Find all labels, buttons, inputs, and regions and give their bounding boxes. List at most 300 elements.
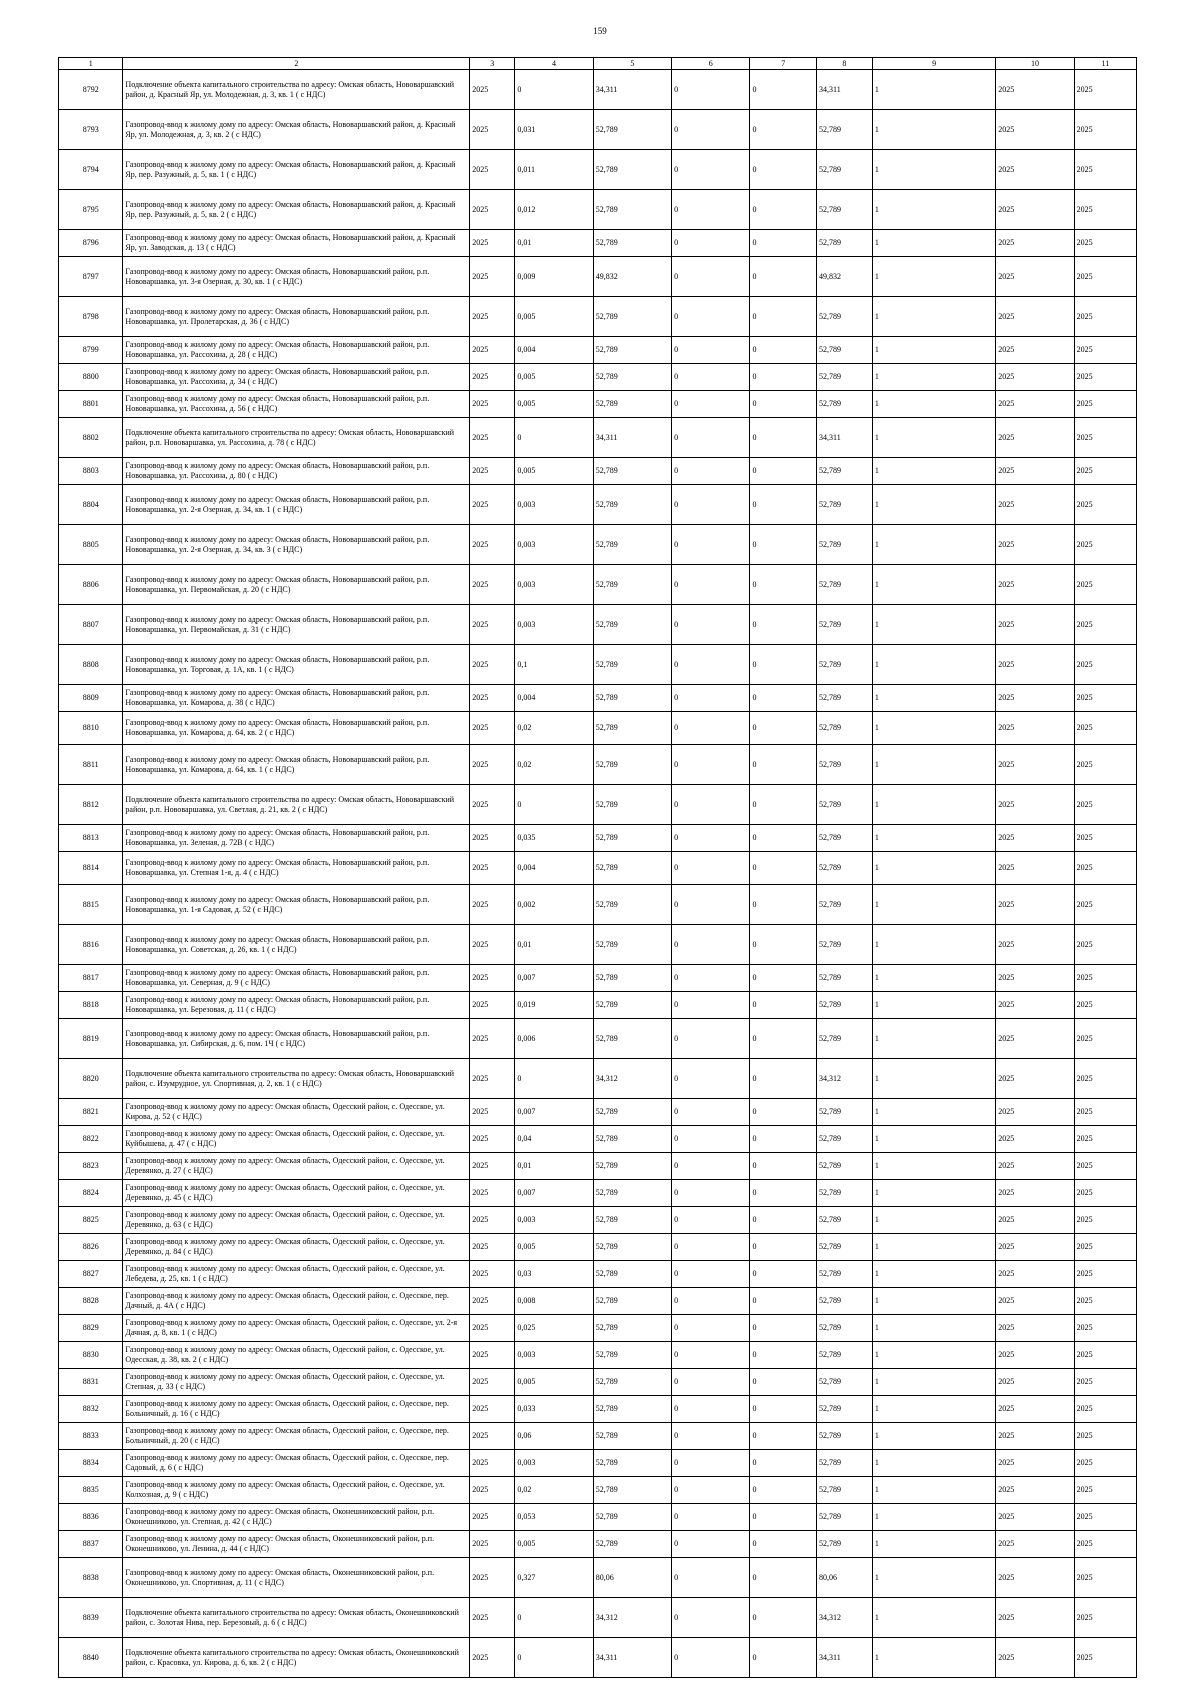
row-number-cell: 8798 <box>59 297 123 337</box>
col6-cell: 0 <box>672 1598 750 1638</box>
year-cell: 2025 <box>470 1477 515 1504</box>
quantity-cell: 1 <box>872 825 995 852</box>
quantity-cell: 1 <box>872 150 995 190</box>
total-cell: 52,789 <box>817 1207 873 1234</box>
end-year-cell: 2025 <box>1074 190 1136 230</box>
length-cell: 0,009 <box>515 257 593 297</box>
total-cell: 52,789 <box>817 885 873 925</box>
quantity-cell: 1 <box>872 745 995 785</box>
cost-cell: 52,789 <box>593 685 671 712</box>
length-cell: 0,004 <box>515 337 593 364</box>
year-cell: 2025 <box>470 485 515 525</box>
col6-cell: 0 <box>672 70 750 110</box>
row-number-cell: 8825 <box>59 1207 123 1234</box>
table-row <box>59 1504 1137 1531</box>
start-year-cell: 2025 <box>996 1638 1074 1678</box>
quantity-cell: 1 <box>872 992 995 1019</box>
year-cell: 2025 <box>470 1423 515 1450</box>
cost-cell: 49,832 <box>593 257 671 297</box>
total-cell: 52,789 <box>817 685 873 712</box>
description-cell: Газопровод-ввод к жилому дому по адресу: Омская область, Одесский район, с. Одесское, ул. Деревянко, д. 27 ( с НДС) <box>123 1153 470 1180</box>
table-row <box>59 257 1137 297</box>
col6-cell: 0 <box>672 1207 750 1234</box>
end-year-cell: 2025 <box>1074 965 1136 992</box>
end-year-cell: 2025 <box>1074 230 1136 257</box>
cost-cell: 34,311 <box>593 1638 671 1678</box>
description-cell: Газопровод-ввод к жилому дому по адресу: Омская область, Одесский район, с. Одесское, ул. 2-я Дачная, д. 8, кв. 1 ( с НДС) <box>123 1315 470 1342</box>
end-year-cell: 2025 <box>1074 1261 1136 1288</box>
col7-cell: 0 <box>750 1234 817 1261</box>
end-year-cell: 2025 <box>1074 1180 1136 1207</box>
table-row <box>59 1638 1137 1678</box>
description-cell: Газопровод-ввод к жилому дому по адресу: Омская область, Нововаршавский район, д. Красный Яр, пер. Разужный, д. 5, кв. 1 ( с НДС) <box>123 150 470 190</box>
total-cell: 52,789 <box>817 1261 873 1288</box>
cost-cell: 52,789 <box>593 1234 671 1261</box>
table-row <box>59 70 1137 110</box>
table-body <box>59 70 1137 1678</box>
quantity-cell: 1 <box>872 885 995 925</box>
start-year-cell: 2025 <box>996 297 1074 337</box>
description-cell: Газопровод-ввод к жилому дому по адресу: Омская область, Нововаршавский район, р.п. Нововаршавка, ул. Первомайская, д. 20 ( с НДС) <box>123 565 470 605</box>
row-number-cell: 8826 <box>59 1234 123 1261</box>
start-year-cell: 2025 <box>996 1504 1074 1531</box>
quantity-cell: 1 <box>872 1638 995 1678</box>
year-cell: 2025 <box>470 965 515 992</box>
table-row <box>59 965 1137 992</box>
start-year-cell: 2025 <box>996 605 1074 645</box>
col7-cell: 0 <box>750 852 817 885</box>
length-cell: 0,327 <box>515 1558 593 1598</box>
length-cell: 0 <box>515 1638 593 1678</box>
col7-cell: 0 <box>750 825 817 852</box>
col6-cell: 0 <box>672 745 750 785</box>
row-number-cell: 8805 <box>59 525 123 565</box>
column-header: 2 <box>123 58 470 70</box>
length-cell: 0,003 <box>515 1450 593 1477</box>
end-year-cell: 2025 <box>1074 745 1136 785</box>
cost-cell: 52,789 <box>593 1261 671 1288</box>
end-year-cell: 2025 <box>1074 992 1136 1019</box>
start-year-cell: 2025 <box>996 257 1074 297</box>
cost-cell: 52,789 <box>593 1153 671 1180</box>
col7-cell: 0 <box>750 364 817 391</box>
description-cell: Газопровод-ввод к жилому дому по адресу: Омская область, Нововаршавский район, р.п. Нововаршавка, ул. Рассохина, д. 56 ( с НДС) <box>123 391 470 418</box>
cost-cell: 52,789 <box>593 605 671 645</box>
year-cell: 2025 <box>470 190 515 230</box>
quantity-cell: 1 <box>872 1288 995 1315</box>
total-cell: 52,789 <box>817 110 873 150</box>
length-cell: 0,1 <box>515 645 593 685</box>
cost-cell: 52,789 <box>593 485 671 525</box>
length-cell: 0,004 <box>515 685 593 712</box>
table-row <box>59 1234 1137 1261</box>
year-cell: 2025 <box>470 745 515 785</box>
end-year-cell: 2025 <box>1074 1288 1136 1315</box>
row-number-cell: 8821 <box>59 1099 123 1126</box>
cost-cell: 52,789 <box>593 1477 671 1504</box>
cost-cell: 52,789 <box>593 565 671 605</box>
year-cell: 2025 <box>470 1207 515 1234</box>
year-cell: 2025 <box>470 992 515 1019</box>
table-row <box>59 1558 1137 1598</box>
table-row <box>59 712 1137 745</box>
year-cell: 2025 <box>470 1261 515 1288</box>
col7-cell: 0 <box>750 1504 817 1531</box>
start-year-cell: 2025 <box>996 70 1074 110</box>
col6-cell: 0 <box>672 1288 750 1315</box>
col7-cell: 0 <box>750 1396 817 1423</box>
description-cell: Подключение объекта капитального строительства по адресу: Омская область, Оконешниковский район, с. Золотая Нива, пер. Березовый, д. 6 ( с НДС) <box>123 1598 470 1638</box>
year-cell: 2025 <box>470 1099 515 1126</box>
end-year-cell: 2025 <box>1074 1153 1136 1180</box>
total-cell: 52,789 <box>817 1531 873 1558</box>
column-header: 3 <box>470 58 515 70</box>
end-year-cell: 2025 <box>1074 110 1136 150</box>
year-cell: 2025 <box>470 1396 515 1423</box>
cost-cell: 52,789 <box>593 925 671 965</box>
year-cell: 2025 <box>470 70 515 110</box>
col6-cell: 0 <box>672 1153 750 1180</box>
year-cell: 2025 <box>470 1059 515 1099</box>
cost-cell: 52,789 <box>593 1207 671 1234</box>
start-year-cell: 2025 <box>996 190 1074 230</box>
cost-cell: 52,789 <box>593 825 671 852</box>
year-cell: 2025 <box>470 685 515 712</box>
col7-cell: 0 <box>750 605 817 645</box>
year-cell: 2025 <box>470 458 515 485</box>
quantity-cell: 1 <box>872 1477 995 1504</box>
end-year-cell: 2025 <box>1074 1207 1136 1234</box>
year-cell: 2025 <box>470 1638 515 1678</box>
end-year-cell: 2025 <box>1074 1638 1136 1678</box>
col6-cell: 0 <box>672 1315 750 1342</box>
total-cell: 34,311 <box>817 70 873 110</box>
cost-cell: 52,789 <box>593 190 671 230</box>
length-cell: 0,03 <box>515 1261 593 1288</box>
end-year-cell: 2025 <box>1074 712 1136 745</box>
description-cell: Газопровод-ввод к жилому дому по адресу: Омская область, Нововаршавский район, р.п. Нововаршавка, ул. Комарова, д. 64, кв. 2 ( с НДС) <box>123 712 470 745</box>
end-year-cell: 2025 <box>1074 825 1136 852</box>
total-cell: 52,789 <box>817 190 873 230</box>
length-cell: 0,005 <box>515 364 593 391</box>
cost-cell: 52,789 <box>593 1180 671 1207</box>
year-cell: 2025 <box>470 1598 515 1638</box>
table-row <box>59 785 1137 825</box>
cost-cell: 52,789 <box>593 391 671 418</box>
table-row <box>59 1396 1137 1423</box>
length-cell: 0,005 <box>515 458 593 485</box>
quantity-cell: 1 <box>872 785 995 825</box>
description-cell: Газопровод-ввод к жилому дому по адресу: Омская область, Одесский район, с. Одесское, ул. Колхозная, д. 9 ( с НДС) <box>123 1477 470 1504</box>
table-row <box>59 418 1137 458</box>
table-row <box>59 1477 1137 1504</box>
end-year-cell: 2025 <box>1074 458 1136 485</box>
start-year-cell: 2025 <box>996 1477 1074 1504</box>
col6-cell: 0 <box>672 337 750 364</box>
quantity-cell: 1 <box>872 712 995 745</box>
description-cell: Газопровод-ввод к жилому дому по адресу: Омская область, Нововаршавский район, р.п. Нововаршавка, ул. Рассохина, д. 28 ( с НДС) <box>123 337 470 364</box>
year-cell: 2025 <box>470 825 515 852</box>
year-cell: 2025 <box>470 645 515 685</box>
col7-cell: 0 <box>750 485 817 525</box>
col6-cell: 0 <box>672 925 750 965</box>
total-cell: 52,789 <box>817 1126 873 1153</box>
col7-cell: 0 <box>750 785 817 825</box>
quantity-cell: 1 <box>872 1126 995 1153</box>
total-cell: 52,789 <box>817 150 873 190</box>
col6-cell: 0 <box>672 1261 750 1288</box>
end-year-cell: 2025 <box>1074 1234 1136 1261</box>
row-number-cell: 8836 <box>59 1504 123 1531</box>
total-cell: 52,789 <box>817 825 873 852</box>
description-cell: Подключение объекта капитального строительства по адресу: Омская область, Нововаршавский район, р.п. Нововаршавка, ул. Светлая, д. 21, кв. 2 ( с НДС) <box>123 785 470 825</box>
row-number-cell: 8804 <box>59 485 123 525</box>
col7-cell: 0 <box>750 965 817 992</box>
length-cell: 0,003 <box>515 525 593 565</box>
quantity-cell: 1 <box>872 565 995 605</box>
start-year-cell: 2025 <box>996 1315 1074 1342</box>
row-number-cell: 8800 <box>59 364 123 391</box>
table-row <box>59 1099 1137 1126</box>
row-number-cell: 8819 <box>59 1019 123 1059</box>
table-row <box>59 150 1137 190</box>
col7-cell: 0 <box>750 1153 817 1180</box>
description-cell: Газопровод-ввод к жилому дому по адресу: Омская область, Одесский район, с. Одесское, ул. Куйбышева, д. 47 ( с НДС) <box>123 1126 470 1153</box>
start-year-cell: 2025 <box>996 565 1074 605</box>
quantity-cell: 1 <box>872 1598 995 1638</box>
description-cell: Подключение объекта капитального строительства по адресу: Омская область, Нововаршавский район, р.п. Нововаршавка, ул. Рассохина, д. 78 ( с НДС) <box>123 418 470 458</box>
end-year-cell: 2025 <box>1074 1099 1136 1126</box>
cost-cell: 34,312 <box>593 1598 671 1638</box>
column-header: 4 <box>515 58 593 70</box>
total-cell: 52,789 <box>817 785 873 825</box>
length-cell: 0,02 <box>515 712 593 745</box>
row-number-cell: 8806 <box>59 565 123 605</box>
start-year-cell: 2025 <box>996 1558 1074 1598</box>
cost-cell: 34,311 <box>593 70 671 110</box>
total-cell: 34,311 <box>817 1638 873 1678</box>
end-year-cell: 2025 <box>1074 525 1136 565</box>
description-cell: Газопровод-ввод к жилому дому по адресу: Омская область, Одесский район, с. Одесское, ул. Степная, д. 33 ( с НДС) <box>123 1369 470 1396</box>
cost-cell: 52,789 <box>593 364 671 391</box>
total-cell: 52,789 <box>817 1504 873 1531</box>
start-year-cell: 2025 <box>996 1396 1074 1423</box>
row-number-cell: 8827 <box>59 1261 123 1288</box>
col7-cell: 0 <box>750 1126 817 1153</box>
col6-cell: 0 <box>672 852 750 885</box>
total-cell: 49,832 <box>817 257 873 297</box>
year-cell: 2025 <box>470 1315 515 1342</box>
start-year-cell: 2025 <box>996 1099 1074 1126</box>
col6-cell: 0 <box>672 1504 750 1531</box>
description-cell: Газопровод-ввод к жилому дому по адресу: Омская область, Нововаршавский район, р.п. Нововаршавка, ул. Березовая, д. 11 ( с НДС) <box>123 992 470 1019</box>
year-cell: 2025 <box>470 110 515 150</box>
description-cell: Газопровод-ввод к жилому дому по адресу: Омская область, Нововаршавский район, д. Красный Яр, пер. Разужный, д. 5, кв. 2 ( с НДС) <box>123 190 470 230</box>
col7-cell: 0 <box>750 190 817 230</box>
table-row <box>59 925 1137 965</box>
description-cell: Газопровод-ввод к жилому дому по адресу: Омская область, Оконешниковский район, р.п. Оконешниково, ул. Ленина, д. 44 ( с НДС) <box>123 1531 470 1558</box>
end-year-cell: 2025 <box>1074 1019 1136 1059</box>
year-cell: 2025 <box>470 364 515 391</box>
end-year-cell: 2025 <box>1074 645 1136 685</box>
quantity-cell: 1 <box>872 110 995 150</box>
length-cell: 0,003 <box>515 605 593 645</box>
table-row <box>59 485 1137 525</box>
quantity-cell: 1 <box>872 685 995 712</box>
quantity-cell: 1 <box>872 1450 995 1477</box>
col6-cell: 0 <box>672 1019 750 1059</box>
col6-cell: 0 <box>672 565 750 605</box>
col7-cell: 0 <box>750 712 817 745</box>
row-number-cell: 8795 <box>59 190 123 230</box>
end-year-cell: 2025 <box>1074 1315 1136 1342</box>
row-number-cell: 8834 <box>59 1450 123 1477</box>
col6-cell: 0 <box>672 364 750 391</box>
year-cell: 2025 <box>470 1450 515 1477</box>
row-number-cell: 8831 <box>59 1369 123 1396</box>
cost-cell: 52,789 <box>593 1450 671 1477</box>
col7-cell: 0 <box>750 925 817 965</box>
description-cell: Газопровод-ввод к жилому дому по адресу: Омская область, Оконешниковский район, р.п. Оконешниково, ул. Степная, д. 42 ( с НДС) <box>123 1504 470 1531</box>
description-cell: Газопровод-ввод к жилому дому по адресу: Омская область, Нововаршавский район, р.п. Нововаршавка, ул. Пролетарская, д. 36 ( с НДС) <box>123 297 470 337</box>
table-row <box>59 458 1137 485</box>
length-cell: 0,025 <box>515 1315 593 1342</box>
length-cell: 0,006 <box>515 1019 593 1059</box>
description-cell: Газопровод-ввод к жилому дому по адресу: Омская область, Нововаршавский район, р.п. Нововаршавка, ул. Зеленая, д. 72В ( с НДС) <box>123 825 470 852</box>
description-cell: Газопровод-ввод к жилому дому по адресу: Омская область, Одесский район, с. Одесское, пер. Садовый, д. 6 ( с НДС) <box>123 1450 470 1477</box>
cost-cell: 52,789 <box>593 1342 671 1369</box>
cost-cell: 52,789 <box>593 230 671 257</box>
quantity-cell: 1 <box>872 485 995 525</box>
col6-cell: 0 <box>672 1180 750 1207</box>
col6-cell: 0 <box>672 825 750 852</box>
end-year-cell: 2025 <box>1074 364 1136 391</box>
table-row <box>59 230 1137 257</box>
description-cell: Газопровод-ввод к жилому дому по адресу: Омская область, Одесский район, с. Одесское, ул. Деревянко, д. 45 ( с НДС) <box>123 1180 470 1207</box>
cost-cell: 52,789 <box>593 1504 671 1531</box>
description-cell: Газопровод-ввод к жилому дому по адресу: Омская область, Оконешниковский район, р.п. Оконешниково, ул. Спортивная, д. 11 ( с НДС) <box>123 1558 470 1598</box>
end-year-cell: 2025 <box>1074 925 1136 965</box>
end-year-cell: 2025 <box>1074 418 1136 458</box>
col6-cell: 0 <box>672 685 750 712</box>
start-year-cell: 2025 <box>996 1180 1074 1207</box>
col7-cell: 0 <box>750 230 817 257</box>
col7-cell: 0 <box>750 1531 817 1558</box>
end-year-cell: 2025 <box>1074 70 1136 110</box>
row-number-cell: 8833 <box>59 1423 123 1450</box>
row-number-cell: 8794 <box>59 150 123 190</box>
table-row <box>59 364 1137 391</box>
start-year-cell: 2025 <box>996 885 1074 925</box>
start-year-cell: 2025 <box>996 1342 1074 1369</box>
year-cell: 2025 <box>470 257 515 297</box>
row-number-cell: 8796 <box>59 230 123 257</box>
col6-cell: 0 <box>672 605 750 645</box>
table-row <box>59 110 1137 150</box>
description-cell: Газопровод-ввод к жилому дому по адресу: Омская область, Нововаршавский район, р.п. Нововаршавка, ул. Комарова, д. 64, кв. 1 ( с НДС) <box>123 745 470 785</box>
quantity-cell: 1 <box>872 1019 995 1059</box>
quantity-cell: 1 <box>872 925 995 965</box>
quantity-cell: 1 <box>872 1558 995 1598</box>
col7-cell: 0 <box>750 1207 817 1234</box>
column-header: 7 <box>750 58 817 70</box>
col7-cell: 0 <box>750 1598 817 1638</box>
cost-cell: 52,789 <box>593 712 671 745</box>
total-cell: 52,789 <box>817 605 873 645</box>
row-number-cell: 8801 <box>59 391 123 418</box>
total-cell: 80,06 <box>817 1558 873 1598</box>
year-cell: 2025 <box>470 1558 515 1598</box>
end-year-cell: 2025 <box>1074 485 1136 525</box>
quantity-cell: 1 <box>872 645 995 685</box>
quantity-cell: 1 <box>872 1342 995 1369</box>
start-year-cell: 2025 <box>996 785 1074 825</box>
description-cell: Газопровод-ввод к жилому дому по адресу: Омская область, Одесский район, с. Одесское, ул. Деревянко, д. 63 ( с НДС) <box>123 1207 470 1234</box>
quantity-cell: 1 <box>872 1059 995 1099</box>
description-cell: Газопровод-ввод к жилому дому по адресу: Омская область, Нововаршавский район, р.п. Нововаршавка, ул. 3-я Озерная, д. 30, кв. 1 ( с НДС) <box>123 257 470 297</box>
table-row <box>59 1369 1137 1396</box>
table-row <box>59 337 1137 364</box>
total-cell: 52,789 <box>817 485 873 525</box>
year-cell: 2025 <box>470 1234 515 1261</box>
total-cell: 52,789 <box>817 992 873 1019</box>
row-number-cell: 8816 <box>59 925 123 965</box>
col7-cell: 0 <box>750 1180 817 1207</box>
cost-cell: 52,789 <box>593 745 671 785</box>
year-cell: 2025 <box>470 1369 515 1396</box>
total-cell: 52,789 <box>817 1477 873 1504</box>
total-cell: 34,311 <box>817 418 873 458</box>
col7-cell: 0 <box>750 458 817 485</box>
table-row <box>59 1423 1137 1450</box>
length-cell: 0,01 <box>515 1153 593 1180</box>
col7-cell: 0 <box>750 257 817 297</box>
total-cell: 52,789 <box>817 1342 873 1369</box>
year-cell: 2025 <box>470 337 515 364</box>
length-cell: 0,003 <box>515 1342 593 1369</box>
start-year-cell: 2025 <box>996 925 1074 965</box>
row-number-cell: 8814 <box>59 852 123 885</box>
cost-cell: 52,789 <box>593 1126 671 1153</box>
total-cell: 52,789 <box>817 364 873 391</box>
cost-cell: 52,789 <box>593 1315 671 1342</box>
start-year-cell: 2025 <box>996 525 1074 565</box>
description-cell: Газопровод-ввод к жилому дому по адресу: Омская область, Нововаршавский район, р.п. Нововаршавка, ул. 1-я Садовая, д. 52 ( с НДС) <box>123 885 470 925</box>
end-year-cell: 2025 <box>1074 1598 1136 1638</box>
year-cell: 2025 <box>470 230 515 257</box>
length-cell: 0,003 <box>515 485 593 525</box>
quantity-cell: 1 <box>872 852 995 885</box>
start-year-cell: 2025 <box>996 391 1074 418</box>
col7-cell: 0 <box>750 1369 817 1396</box>
description-cell: Газопровод-ввод к жилому дому по адресу: Омская область, Нововаршавский район, р.п. Нововаршавка, ул. Советская, д. 26, кв. 1 ( с НДС) <box>123 925 470 965</box>
cost-cell: 52,789 <box>593 297 671 337</box>
quantity-cell: 1 <box>872 364 995 391</box>
row-number-cell: 8817 <box>59 965 123 992</box>
col7-cell: 0 <box>750 1477 817 1504</box>
table-row <box>59 525 1137 565</box>
length-cell: 0 <box>515 418 593 458</box>
year-cell: 2025 <box>470 605 515 645</box>
year-cell: 2025 <box>470 1288 515 1315</box>
table-row <box>59 297 1137 337</box>
cost-cell: 52,789 <box>593 1531 671 1558</box>
end-year-cell: 2025 <box>1074 1423 1136 1450</box>
col7-cell: 0 <box>750 1019 817 1059</box>
row-number-cell: 8818 <box>59 992 123 1019</box>
cost-cell: 52,789 <box>593 965 671 992</box>
start-year-cell: 2025 <box>996 1126 1074 1153</box>
